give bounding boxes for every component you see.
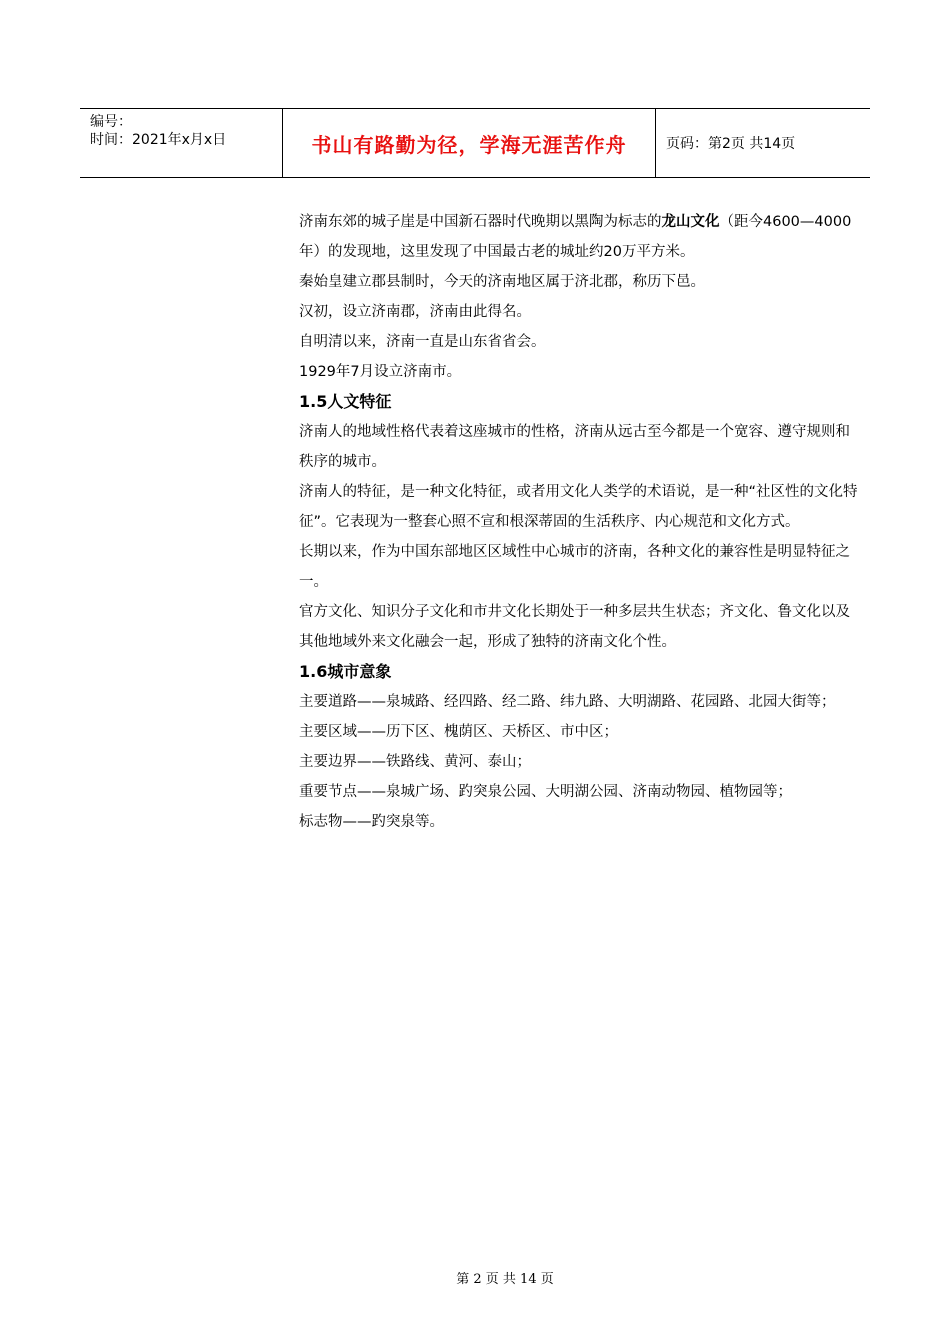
list-item-districts: 主要区域——历下区、槐荫区、天桥区、市中区；	[299, 724, 618, 740]
paragraph-text: 济南东郊的城子崖是中国新石器时代晚期以黑陶为标志的	[299, 214, 662, 230]
section-heading-culture: 1.5人文特征	[299, 392, 392, 411]
header-motto: 书山有路勤为径，学海无涯苦作舟	[282, 109, 656, 177]
list-item-nodes: 重要节点——泉城广场、趵突泉公园、大明湖公园、济南动物园、植物园等；	[299, 784, 792, 800]
page-footer: 第 2 页 共 14 页	[456, 1272, 554, 1287]
header-meta	[80, 109, 282, 177]
header-page-label: 页码：第2页 共14页	[666, 136, 796, 152]
section-heading-image: 1.6城市意象	[299, 662, 392, 681]
paragraph-qin: 秦始皇建立郡县制时，今天的济南地区属于济北郡，称历下邑。	[299, 274, 705, 290]
list-item-landmarks: 标志物——趵突泉等。	[299, 814, 444, 830]
document-body	[299, 207, 864, 837]
list-item-roads: 主要道路——泉城路、经四路、经二路、纬九路、大明湖路、花园路、北园大街等；	[299, 694, 836, 710]
paragraph-culture-4: 官方文化、知识分子文化和市井文化长期处于一种多层共生状态；齐文化、鲁文化以及其他地域外来文化融会一起，形成了独特的济南文化个性。	[299, 604, 850, 650]
paragraph-ming-qing: 自明清以来，济南一直是山东省省会。	[299, 334, 546, 350]
list-item-boundaries: 主要边界——铁路线、黄河、泰山；	[299, 754, 531, 770]
time-label: 时间：2021年x月x日	[90, 132, 227, 148]
paragraph-culture-2: 济南人的特征，是一种文化特征，或者用文化人类学的术语说，是一种“社区性的文化特征”。它表现为一整套心照不宣和根深蒂固的生活秩序、内心规范和文化方式。	[299, 484, 858, 530]
serial-label: 编号：	[90, 114, 132, 130]
paragraph-text: （距今4600—4000年）的发现地，这里发现了中国最古老的城址约20万平方米。	[299, 214, 852, 260]
paragraph-han: 汉初，设立济南郡，济南由此得名。	[299, 304, 531, 320]
document-header	[80, 108, 870, 178]
bold-term: 龙山文化	[661, 214, 720, 230]
paragraph-1929: 1929年7月设立济南市。	[299, 364, 462, 380]
paragraph-culture-3: 长期以来，作为中国东部地区区域性中心城市的济南，各种文化的兼容性是明显特征之一。	[299, 544, 850, 590]
paragraph-culture-1: 济南人的地域性格代表着这座城市的性格，济南从远古至今都是一个宽容、遵守规则和秩序的城市。	[299, 424, 850, 470]
paragraph-longshan	[299, 207, 864, 267]
